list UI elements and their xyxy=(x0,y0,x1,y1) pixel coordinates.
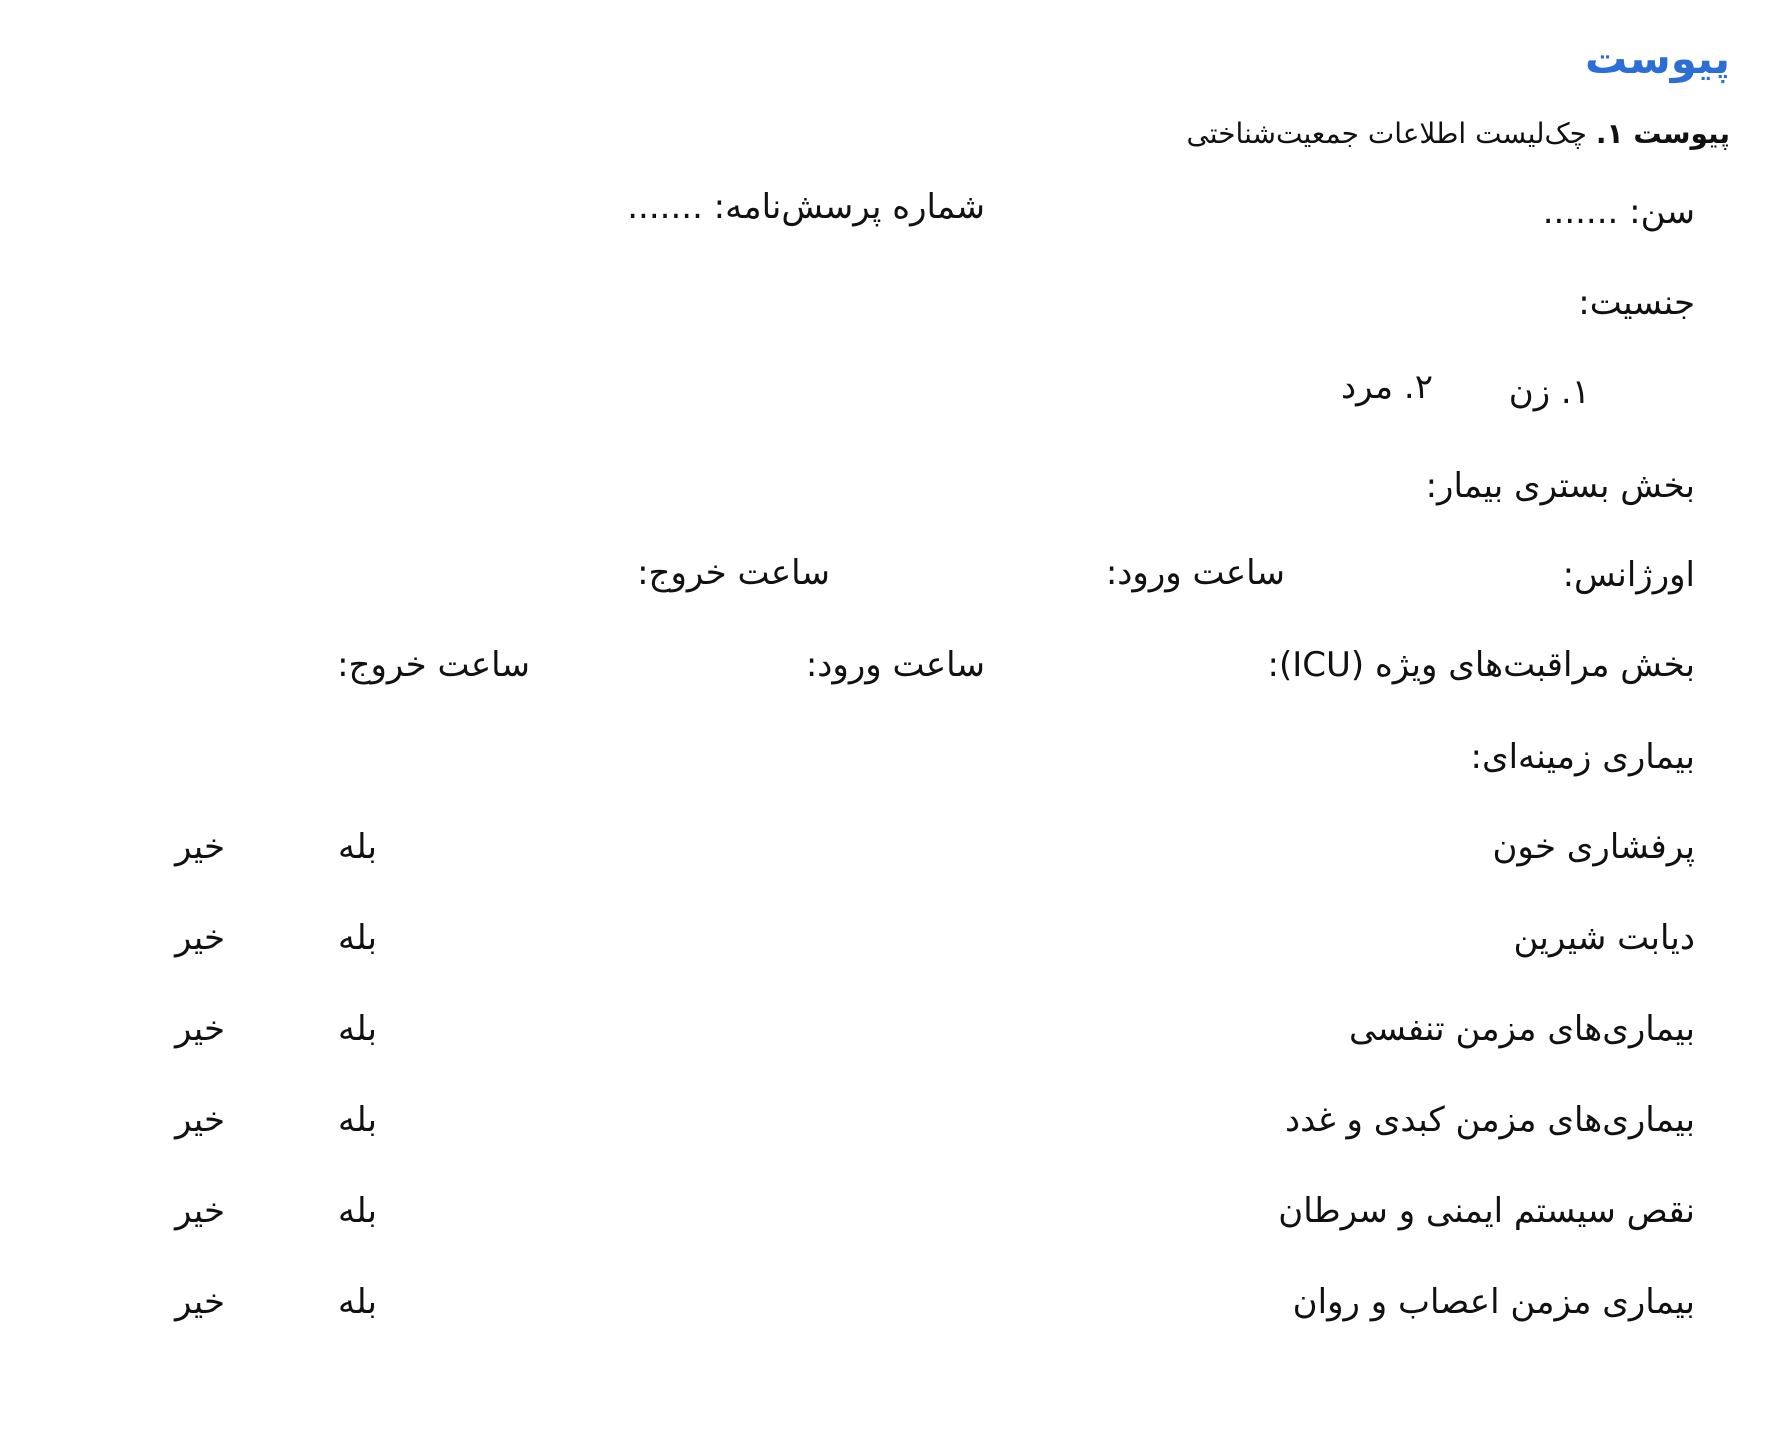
condition-label: بیماری‌های مزمن کبدی و غدد xyxy=(1284,1100,1695,1140)
gender-option-female: ۱. زن xyxy=(1508,372,1590,412)
condition-yes: بله xyxy=(338,1282,377,1322)
icu-exit-time: ساعت خروج: xyxy=(337,645,530,685)
condition-label: دیابت شیرین xyxy=(1513,918,1695,958)
emergency-label: اورژانس: xyxy=(1562,555,1695,595)
emergency-exit-time: ساعت خروج: xyxy=(637,553,830,593)
condition-no: خیر xyxy=(174,827,225,867)
caption-text: چک‌لیست اطلاعات جمعیت‌شناختی xyxy=(1186,117,1587,150)
questionnaire-number-field: شماره پرسش‌نامه: ....... xyxy=(627,187,985,227)
condition-label: نقص سیستم ایمنی و سرطان xyxy=(1278,1191,1695,1231)
condition-yes: بله xyxy=(338,1191,377,1231)
icu-entry-time: ساعت ورود: xyxy=(805,645,985,685)
ward-label: بخش بستری بیمار: xyxy=(1425,466,1695,506)
condition-no: خیر xyxy=(174,1009,225,1049)
condition-yes: بله xyxy=(338,918,377,958)
gender-option-male: ۲. مرد xyxy=(1341,367,1433,407)
condition-yes: بله xyxy=(338,1100,377,1140)
condition-yes: بله xyxy=(338,827,377,867)
condition-no: خیر xyxy=(174,1100,225,1140)
condition-label: بیماری‌های مزمن تنفسی xyxy=(1349,1009,1695,1049)
page-title: پیوست xyxy=(1584,34,1730,83)
caption-label: پیوست ۱. xyxy=(1595,117,1730,150)
condition-label: پرفشاری خون xyxy=(1492,827,1695,867)
icu-label: بخش مراقبت‌های ویژه (ICU): xyxy=(1267,645,1695,685)
appendix-caption xyxy=(1186,117,1730,150)
gender-label: جنسیت: xyxy=(1578,283,1695,323)
condition-no: خیر xyxy=(174,918,225,958)
age-field: سن: ....... xyxy=(1542,192,1695,232)
condition-no: خیر xyxy=(174,1282,225,1322)
condition-yes: بله xyxy=(338,1009,377,1049)
emergency-entry-time: ساعت ورود: xyxy=(1105,553,1285,593)
condition-label: بیماری مزمن اعصاب و روان xyxy=(1292,1282,1695,1322)
underlying-disease-label: بیماری زمینه‌ای: xyxy=(1470,737,1695,777)
condition-no: خیر xyxy=(174,1191,225,1231)
